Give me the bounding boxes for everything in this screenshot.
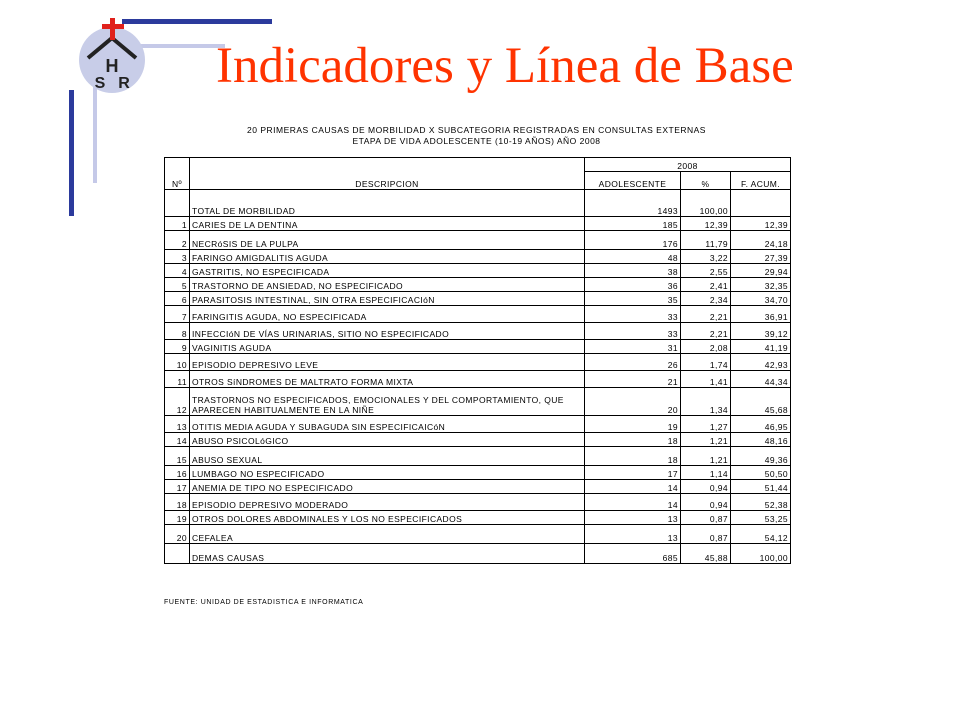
row-pct: 11,79	[681, 231, 731, 250]
row-description: CARIES DE LA DENTINA	[190, 217, 585, 231]
row-adolescente: 35	[585, 292, 681, 306]
row-pct: 2,34	[681, 292, 731, 306]
row-pct: 0,94	[681, 480, 731, 494]
row-facum: 45,68	[731, 388, 791, 416]
row-pct: 2,21	[681, 306, 731, 323]
col-header-num: Nº	[165, 158, 190, 190]
row-pct: 1,21	[681, 447, 731, 466]
hsr-logo	[70, 14, 150, 94]
row-pct: 1,27	[681, 416, 731, 433]
row-adolescente: 26	[585, 354, 681, 371]
row-facum: 27,39	[731, 250, 791, 264]
row-num: 8	[165, 323, 190, 340]
row-pct: 1,14	[681, 466, 731, 480]
col-header-descripcion: DESCRIPCION	[190, 158, 585, 190]
row-num: 12	[165, 388, 190, 416]
row-facum: 54,12	[731, 525, 791, 544]
row-description: ABUSO SEXUAL	[190, 447, 585, 466]
logo-letter-s: S	[94, 75, 106, 92]
row-num: 11	[165, 371, 190, 388]
row-num: 15	[165, 447, 190, 466]
row-adolescente: 14	[585, 494, 681, 511]
table-row	[165, 217, 791, 231]
table-row-total	[165, 190, 791, 217]
table-row	[165, 292, 791, 306]
row-adolescente: 185	[585, 217, 681, 231]
table-row	[165, 388, 791, 416]
table-row	[165, 264, 791, 278]
row-num: 5	[165, 278, 190, 292]
total-pct: 100,00	[681, 190, 731, 217]
logo-cross-horizontal	[102, 24, 124, 29]
row-facum: 53,25	[731, 511, 791, 525]
row-pct: 0,87	[681, 525, 731, 544]
total-adolescente: 1493	[585, 190, 681, 217]
demas-facum: 100,00	[731, 544, 791, 564]
slide-title: Indicadores y Línea de Base	[216, 38, 794, 94]
row-pct: 0,87	[681, 511, 731, 525]
row-description: EPISODIO DEPRESIVO LEVE	[190, 354, 585, 371]
row-adolescente: 33	[585, 323, 681, 340]
col-header-pct: %	[681, 172, 731, 190]
row-adolescente: 13	[585, 511, 681, 525]
table-row	[165, 494, 791, 511]
row-facum: 39,12	[731, 323, 791, 340]
table-row	[165, 323, 791, 340]
row-facum: 42,93	[731, 354, 791, 371]
row-num: 18	[165, 494, 190, 511]
morbidity-table-container	[164, 157, 790, 564]
morbidity-table	[164, 157, 791, 564]
row-pct: 2,55	[681, 264, 731, 278]
row-num: 7	[165, 306, 190, 323]
row-description: OTROS SíNDROMES DE MALTRATO FORMA MIXTA	[190, 371, 585, 388]
row-facum: 32,35	[731, 278, 791, 292]
col-header-facum: F. ACUM.	[731, 172, 791, 190]
table-row	[165, 340, 791, 354]
table-row	[165, 231, 791, 250]
row-adolescente: 176	[585, 231, 681, 250]
row-adolescente: 18	[585, 433, 681, 447]
accent-bar-left-dark	[69, 90, 74, 216]
row-description: OTROS DOLORES ABDOMINALES Y LOS NO ESPECIFICADOS	[190, 511, 585, 525]
row-num: 9	[165, 340, 190, 354]
total-facum-cell	[731, 190, 791, 217]
row-num: 14	[165, 433, 190, 447]
row-facum: 36,91	[731, 306, 791, 323]
row-facum: 12,39	[731, 217, 791, 231]
row-adolescente: 14	[585, 480, 681, 494]
row-adolescente: 48	[585, 250, 681, 264]
row-num: 16	[165, 466, 190, 480]
row-adolescente: 33	[585, 306, 681, 323]
row-pct: 1,74	[681, 354, 731, 371]
demas-pct: 45,88	[681, 544, 731, 564]
table-row	[165, 525, 791, 544]
demas-num-cell	[165, 544, 190, 564]
row-pct: 2,08	[681, 340, 731, 354]
table-row	[165, 354, 791, 371]
row-facum: 41,19	[731, 340, 791, 354]
row-adolescente: 36	[585, 278, 681, 292]
row-description: ABUSO PSICOLóGICO	[190, 433, 585, 447]
row-pct: 2,21	[681, 323, 731, 340]
row-num: 10	[165, 354, 190, 371]
row-pct: 1,34	[681, 388, 731, 416]
table-row-demas	[165, 544, 791, 564]
row-facum: 34,70	[731, 292, 791, 306]
total-num-cell	[165, 190, 190, 217]
row-description: OTITIS MEDIA AGUDA Y SUBAGUDA SIN ESPECIFICAICóN	[190, 416, 585, 433]
header-row-year	[165, 158, 791, 172]
row-description: EPISODIO DEPRESIVO MODERADO	[190, 494, 585, 511]
row-adolescente: 18	[585, 447, 681, 466]
row-pct: 2,41	[681, 278, 731, 292]
source-footnote: FUENTE: UNIDAD DE ESTADISTICA E INFORMATICA	[164, 599, 364, 606]
row-num: 2	[165, 231, 190, 250]
row-pct: 1,41	[681, 371, 731, 388]
table-body	[165, 190, 791, 564]
row-description: VAGINITIS AGUDA	[190, 340, 585, 354]
table-row	[165, 278, 791, 292]
row-description: CEFALEA	[190, 525, 585, 544]
table-row	[165, 511, 791, 525]
row-facum: 49,36	[731, 447, 791, 466]
row-facum: 52,38	[731, 494, 791, 511]
row-pct: 0,94	[681, 494, 731, 511]
row-facum: 46,95	[731, 416, 791, 433]
table-row	[165, 466, 791, 480]
row-facum: 44,34	[731, 371, 791, 388]
row-description: ANEMIA DE TIPO NO ESPECIFICADO	[190, 480, 585, 494]
table-row	[165, 447, 791, 466]
row-description: GASTRITIS, NO ESPECIFICADA	[190, 264, 585, 278]
logo-letter-r: R	[118, 75, 130, 92]
row-description: INFECCIóN DE VÍAS URINARIAS, SITIO NO ESPECIFICADO	[190, 323, 585, 340]
row-adolescente: 31	[585, 340, 681, 354]
row-pct: 3,22	[681, 250, 731, 264]
row-description: LUMBAGO NO ESPECIFICADO	[190, 466, 585, 480]
row-description: PARASITOSIS INTESTINAL, SIN OTRA ESPECIFICACIóN	[190, 292, 585, 306]
table-row	[165, 250, 791, 264]
row-num: 20	[165, 525, 190, 544]
row-num: 1	[165, 217, 190, 231]
row-description: TRASTORNOS NO ESPECIFICADOS, EMOCIONALES Y DEL COMPORTAMIENTO, QUE APARECEN HABITUALMENTE EN LA NIÑE	[190, 388, 585, 416]
table-row	[165, 416, 791, 433]
row-facum: 29,94	[731, 264, 791, 278]
report-heading-line1: 20 PRIMERAS CAUSAS DE MORBILIDAD X SUBCATEGORIA REGISTRADAS EN CONSULTAS EXTERNAS	[247, 125, 706, 135]
row-pct: 12,39	[681, 217, 731, 231]
row-description: TRASTORNO DE ANSIEDAD, NO ESPECIFICADO	[190, 278, 585, 292]
row-num: 3	[165, 250, 190, 264]
row-description: NECRóSIS DE LA PULPA	[190, 231, 585, 250]
total-label: TOTAL DE MORBILIDAD	[190, 190, 585, 217]
row-num: 13	[165, 416, 190, 433]
row-facum: 50,50	[731, 466, 791, 480]
row-adolescente: 21	[585, 371, 681, 388]
table-row	[165, 371, 791, 388]
row-adolescente: 17	[585, 466, 681, 480]
row-adolescente: 38	[585, 264, 681, 278]
year-header: 2008	[585, 158, 791, 172]
col-header-adolescente: ADOLESCENTE	[585, 172, 681, 190]
row-num: 4	[165, 264, 190, 278]
table-row	[165, 306, 791, 323]
row-adolescente: 13	[585, 525, 681, 544]
demas-adolescente: 685	[585, 544, 681, 564]
row-facum: 48,16	[731, 433, 791, 447]
row-facum: 51,44	[731, 480, 791, 494]
row-num: 19	[165, 511, 190, 525]
row-adolescente: 20	[585, 388, 681, 416]
logo-letter-h: H	[105, 56, 119, 76]
row-description: FARINGITIS AGUDA, NO ESPECIFICADA	[190, 306, 585, 323]
table-row	[165, 480, 791, 494]
row-adolescente: 19	[585, 416, 681, 433]
row-num: 6	[165, 292, 190, 306]
demas-label: DEMAS CAUSAS	[190, 544, 585, 564]
report-heading-line2: ETAPA DE VIDA ADOLESCENTE (10-19 AÑOS) AÑO 2008	[352, 136, 601, 146]
row-facum: 24,18	[731, 231, 791, 250]
row-pct: 1,21	[681, 433, 731, 447]
row-num: 17	[165, 480, 190, 494]
row-description: FARINGO AMIGDALITIS AGUDA	[190, 250, 585, 264]
table-row	[165, 433, 791, 447]
